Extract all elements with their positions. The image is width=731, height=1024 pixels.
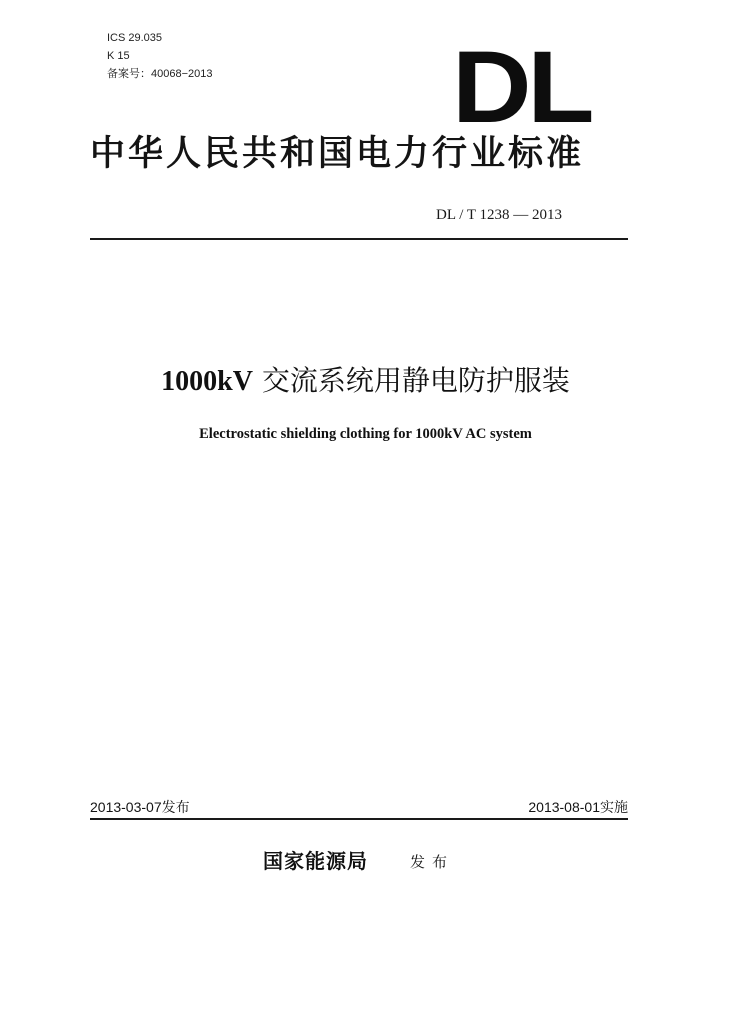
authority-title: 中华人民共和国电力行业标准 — [90, 134, 585, 174]
bottom-divider — [90, 818, 628, 820]
standard-number: DL / T 1238 — 2013 — [436, 207, 562, 223]
title-text-zh: 交流系统用静电防护服装 — [261, 364, 570, 397]
record-number: 备案号：40068−2013 — [107, 68, 213, 80]
publisher-name: 国家能源局 — [263, 849, 368, 873]
issue-date: 2013-03-07发布 — [90, 799, 190, 815]
document-title-en: Electrostatic shielding clothing for 1000kV AC system — [199, 426, 532, 442]
implementation-date: 2013-08-01实施 — [528, 799, 628, 815]
publish-label: 发布 — [410, 853, 455, 871]
top-divider — [90, 238, 628, 240]
ccs-code: K 15 — [107, 50, 130, 62]
ics-code: ICS 29.035 — [107, 32, 163, 44]
title-voltage: 1000kV — [161, 366, 253, 397]
dl-logo: DL — [452, 30, 591, 144]
document-title-zh — [0, 363, 731, 400]
